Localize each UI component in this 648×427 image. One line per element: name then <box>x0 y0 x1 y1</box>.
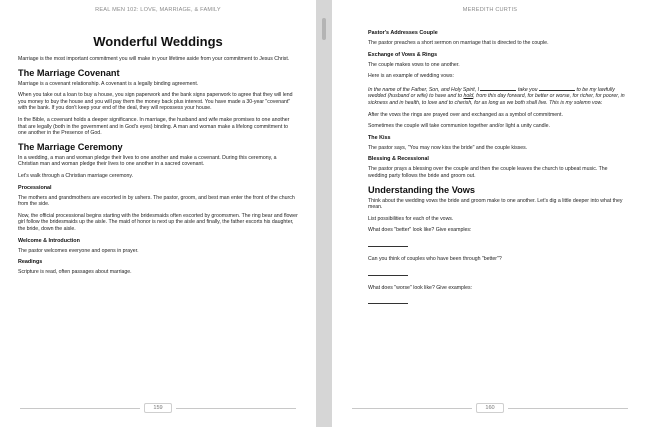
covenant-heading: The Marriage Covenant <box>18 67 120 78</box>
ceremony-paragraph-2: Let's walk through a Christian marriage ceremony. <box>18 172 134 179</box>
vow-blank-2 <box>539 85 575 91</box>
understanding-heading: Understanding the Vows <box>368 184 476 195</box>
blessing-paragraph: The pastor prays a blessing over the couple and then the couple leaves the church to upbeat music. The wedding party follows the bride and groom out. <box>368 166 608 179</box>
covenant-paragraph-1: Marriage is a covenant relationship. A covenant is a legally binding agreement. <box>18 80 199 87</box>
right-page <box>332 0 648 427</box>
ceremony-paragraph-1: In a wedding, a man and woman pledge their lives to one another and make a covenant. During this ceremony, a Christian man and woman pledge their lives to one another in a sacred covenant. <box>18 154 277 168</box>
footer-rule <box>176 408 296 409</box>
blessing-heading: Blessing & Recessional <box>368 156 429 163</box>
right-page-footer <box>352 403 628 413</box>
covenant-paragraph-3: In the Bible, a covenant holds a deeper significance. In marriage, the husband and wife make promises to one another that are legally (both in the government and in God's eyes) binding. A man and woman make a lifelong commitment to one another in the Presence of God. <box>18 116 290 137</box>
kiss-heading: The Kiss <box>368 134 391 141</box>
answer-line-2 <box>368 269 408 276</box>
vow-text-part-3: to be my lawfully wedded (husband or wife) to have and to <box>368 86 615 100</box>
vow-text-part-4: , from this day forward, for better or worse, for richer, for poorer, in sickness and in health, to love and to cherish, for as long as we both shall live. This is my solemn vow. <box>368 93 625 106</box>
vow-example <box>368 85 628 107</box>
page-number-right: 160 <box>476 403 503 413</box>
footer-rule <box>20 408 140 409</box>
processional-paragraph-1: The mothers and grandmothers are escorted in by ushers. The pastor, groom, and best man enter the front of the church from the side. <box>18 194 295 208</box>
running-head-left: REAL MEN 102: LOVE, MARRIAGE, & FAMILY <box>95 7 221 13</box>
address-heading: Pastor's Addresses Couple <box>368 30 438 36</box>
covenant-paragraph-2: When you take out a loan to buy a house, you sign paperwork and the bank signs paperwork to agree that they will lend you money to buy the house and you will pay them the money back plus interest. You have made a 30-year "covenant" with the bank. If you don't keep your end of the deal, they will repossess your house. <box>18 92 293 112</box>
footer-rule <box>508 408 628 409</box>
vows-heading: Exchange of Vows & Rings <box>368 51 438 58</box>
welcome-paragraph: The pastor welcomes everyone and opens in prayer. <box>18 247 139 254</box>
left-page-footer <box>20 403 296 413</box>
understanding-paragraph-2: List possibilities for each of the vows. <box>368 215 454 222</box>
vow-text-part-1: In the name of the Father, Son, and Holy Spirit, I <box>368 86 480 93</box>
left-page <box>0 0 316 427</box>
footer-rule <box>352 408 472 409</box>
answer-line-3 <box>368 297 408 304</box>
intro-paragraph: Marriage is the most important commitment you will make in your lifetime aside from your commitment to Jesus Christ. <box>18 56 290 62</box>
ceremony-heading: The Marriage Ceremony <box>18 141 123 152</box>
page-title: Wonderful Weddings <box>93 34 223 49</box>
vow-text-part-2: take you <box>517 86 538 93</box>
address-paragraph: The pastor preaches a short sermon on marriage that is directed to the couple. <box>368 40 549 46</box>
page-gutter <box>316 0 332 427</box>
right-page-content <box>368 27 628 313</box>
vows-paragraph-2: Here is an example of wedding vows: <box>368 73 454 80</box>
kiss-paragraph: The pastor says, "You may now kiss the bride" and the couple kisses. <box>368 144 528 151</box>
vows-paragraph-1: The couple makes vows to one another. <box>368 61 460 68</box>
question-1: What does "better" look like? Give examples: <box>368 227 472 234</box>
vows-paragraph-4: Sometimes the couple will take communion together and/or light a unity candle. <box>368 123 550 130</box>
vows-paragraph-3: After the vows the rings are prayed over and exchanged as a symbol of commitment. <box>368 111 563 118</box>
vow-blank-1 <box>480 85 516 91</box>
page-number-left: 159 <box>144 403 171 413</box>
answer-line-1 <box>368 240 408 247</box>
vow-hold-word: hold <box>463 93 474 100</box>
scrollbar-thumb[interactable] <box>322 18 326 40</box>
readings-paragraph: Scripture is read, often passages about marriage. <box>18 269 132 276</box>
question-2: Can you think of couples who have been through "better"? <box>368 255 502 262</box>
processional-heading: Processional <box>18 184 52 191</box>
understanding-paragraph-1: Think about the wedding vows the bride and groom make to one another. Let's dig a little deeper into what they mean. <box>368 197 623 211</box>
welcome-heading: Welcome & Introduction <box>18 237 80 244</box>
running-head-right: MEREDITH CURTIS <box>462 7 518 13</box>
question-3: What does "worse" look like? Give examples: <box>368 284 473 291</box>
readings-heading: Readings <box>18 259 43 266</box>
processional-paragraph-2: Now, the official processional begins starting with the bridesmaids often escorted by groomsmen. The ring bear and flower girl follow the bridesmaids up the aisle. The maid of honor is next up the aisle and finally, the father escorts his daughter, the bride, down the aisle. <box>18 212 298 232</box>
left-page-content <box>18 22 298 281</box>
